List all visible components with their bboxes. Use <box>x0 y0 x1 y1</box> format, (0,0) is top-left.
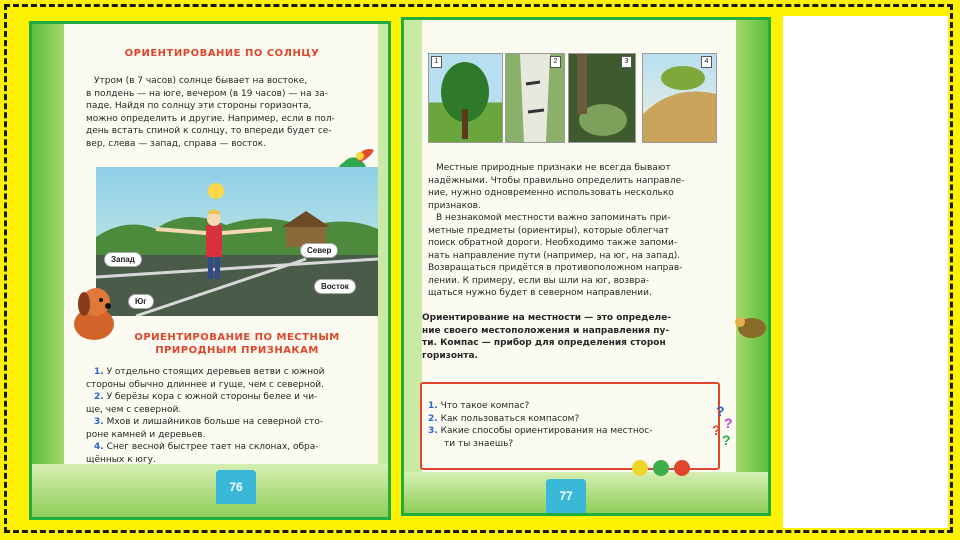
question-text: Как пользоваться компасом? <box>440 413 580 424</box>
text-line: день встать спиной к солнцу, то впереди будет се- <box>86 126 332 136</box>
question-mark-icon: ? <box>722 432 731 448</box>
text-line: ще, чем с северной. <box>86 404 182 415</box>
item-number: 2. <box>94 392 104 402</box>
photo-label: 2 <box>550 56 561 68</box>
question-item <box>428 400 708 413</box>
text-line: поиск обратной дороги. Необходимо также запоми- <box>428 238 678 248</box>
text-line: ти. Компас — прибор для определения сторон <box>422 338 666 348</box>
photo-1-tree <box>428 53 503 143</box>
item-text: Мхов и лишайников больше на северной сто- <box>106 417 324 427</box>
photo-label: 3 <box>621 56 632 68</box>
item-text: У отдельно стоящих деревьев ветви с южной <box>106 367 325 377</box>
item-number: 1. <box>94 367 104 377</box>
question-mark-icon: ? <box>724 415 733 431</box>
text-line: можно определить и другие. Например, если в пол- <box>86 113 335 124</box>
item-number: 4. <box>94 442 104 452</box>
photo-3-moss-stones <box>568 53 636 143</box>
question-item <box>428 413 708 426</box>
reliability-paragraph <box>428 162 724 300</box>
page-number-76: 76 <box>216 470 256 504</box>
page-number-77: 77 <box>546 479 586 513</box>
text-line: ние своего местоположения и направления пу- <box>422 325 670 336</box>
section-title-sun: ОРИЕНТИРОВАНИЕ ПО СОЛНЦУ <box>124 48 320 59</box>
list-item <box>86 366 382 379</box>
question-number: 3. <box>428 426 438 436</box>
text-line: В незнакомой местности важно запоминать при- <box>436 213 671 223</box>
text-line: лении. К примеру, если вы шли на юг, возвра- <box>428 275 649 286</box>
question-text: Какие способы ориентирования на местнос- <box>440 426 653 436</box>
text-line: надёжными. Чтобы правильно определить направле- <box>428 175 685 186</box>
definition-block <box>422 312 732 362</box>
text-line: вер, слева — запад, справа — восток. <box>86 138 267 149</box>
questions-list <box>428 400 708 450</box>
left-textbook-page <box>29 21 391 520</box>
photo-label: 4 <box>701 56 712 68</box>
subtitle-line: ОРИЕНТИРОВАНИЕ ПО МЕСТНЫМ <box>134 332 340 343</box>
label-west: Запад <box>104 252 142 267</box>
text-line: Возвращаться придётся в противоположном направ- <box>428 263 683 273</box>
right-textbook-page <box>401 17 771 516</box>
list-item <box>86 416 382 429</box>
item-number: 3. <box>94 417 104 427</box>
right-page-bottom-band <box>404 472 768 513</box>
label-east: Восток <box>314 279 356 294</box>
question-mark-icon: ? <box>712 422 721 438</box>
photo-label: 1 <box>431 56 442 68</box>
text-line: Местные природные признаки не всегда бывают <box>436 163 671 173</box>
turtle-illustration <box>734 310 768 340</box>
label-north: Север <box>300 243 338 258</box>
text-line: стороны обычно длиннее и гуще, чем с северной. <box>86 379 324 390</box>
text-line: щаться нужно будет в северном направлении. <box>428 288 652 298</box>
text-line: паде. Найдя по солнцу эти стороны горизонта, <box>86 101 312 111</box>
photo-2-birch <box>505 53 565 143</box>
question-mark-icon: ? <box>716 403 725 419</box>
smiley-faces-icon <box>630 458 692 478</box>
label-south: Юг <box>128 294 154 309</box>
question-number: 2. <box>428 413 438 424</box>
text-line: горизонта. <box>422 350 478 361</box>
local-signs-list <box>86 366 382 466</box>
text-line: Ориентирование на местности — это определе- <box>422 313 671 323</box>
list-item <box>86 391 382 404</box>
text-line: ти ты знаешь? <box>444 438 514 449</box>
text-line: Утром (в 7 часов) солнце бывает на востоке, <box>94 76 308 86</box>
left-page-green-margin <box>32 24 64 517</box>
right-page-right-margin <box>736 20 768 513</box>
list-item <box>86 441 382 454</box>
section-title-local-signs <box>102 331 372 357</box>
question-text: Что такое компас? <box>440 401 530 411</box>
question-item <box>428 425 708 438</box>
text-line: ние, нужно одновременно использовать несколько <box>428 188 674 198</box>
question-number: 1. <box>428 401 438 411</box>
text-line: нать направление пути (например, на юг, на запад). <box>428 250 681 261</box>
text-line: в полдень — на юге, вечером (в 19 часов) — на за- <box>86 88 328 99</box>
left-page-bottom-band <box>32 464 388 517</box>
text-line: щённых к югу. <box>86 454 156 465</box>
sun-paragraph <box>86 75 382 150</box>
text-line: метные предметы (ориентиры), которые облегчат <box>428 225 670 236</box>
subtitle-line: ПРИРОДНЫМ ПРИЗНАКАМ <box>155 345 319 356</box>
item-text: Снег весной быстрее тает на склонах, обра- <box>106 442 319 452</box>
item-text: У берёзы кора с южной стороны белее и чи- <box>106 392 318 402</box>
text-line: роне камней и деревьев. <box>86 429 206 440</box>
text-line: признаков. <box>428 200 481 211</box>
photo-4-snowy-slope <box>642 53 717 143</box>
